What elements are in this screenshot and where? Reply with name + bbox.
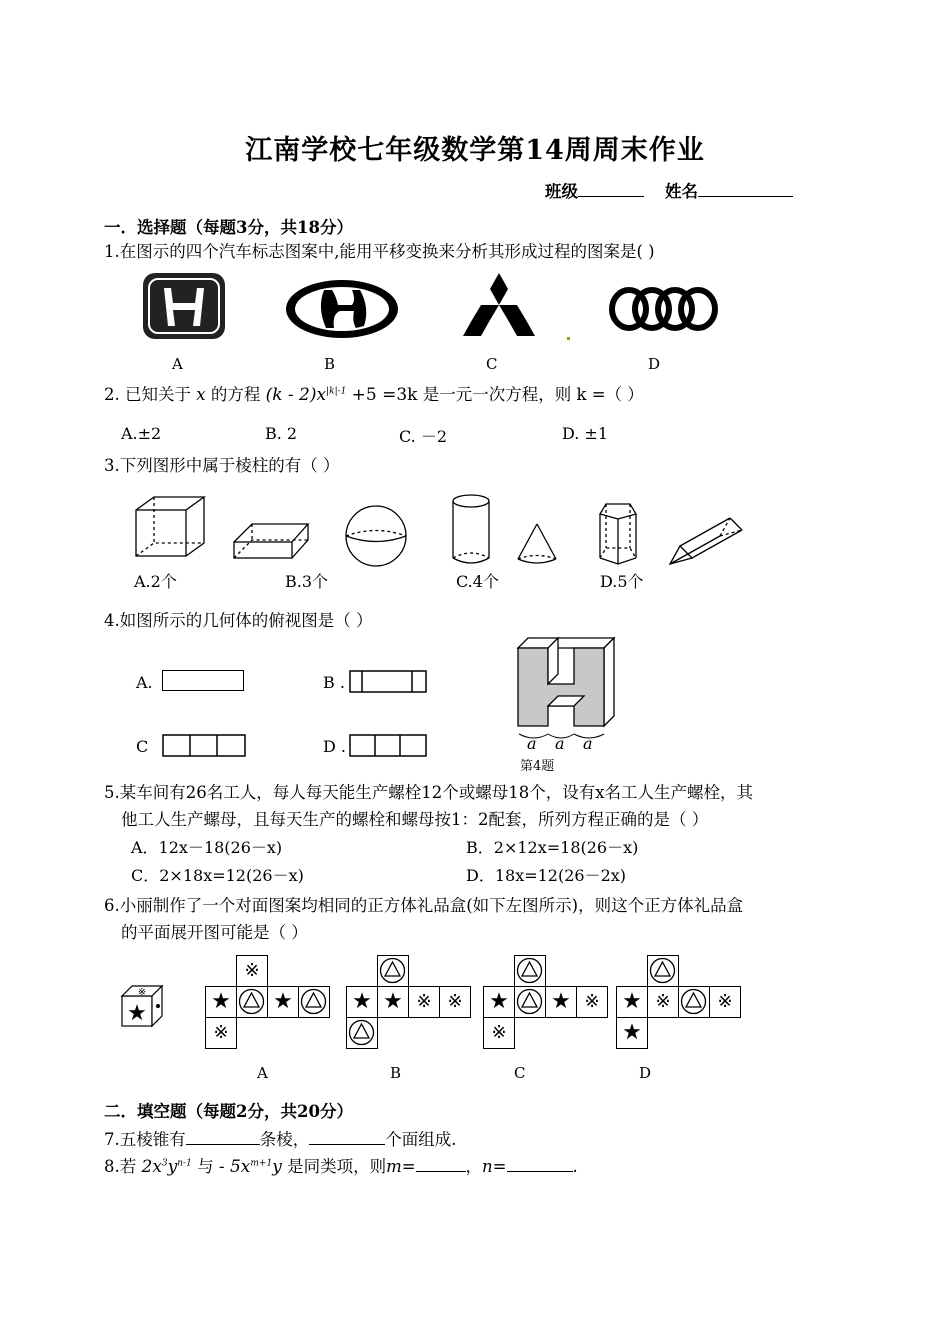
net-3-face-1 (616, 986, 648, 1018)
q6-label-c: C (514, 1064, 526, 1082)
asterisk-icon: ※ (244, 960, 260, 981)
q8-part3: 是同类项，则 (287, 1157, 387, 1176)
q1-label-a: A (172, 355, 183, 373)
stray-dot (567, 337, 570, 340)
q8-n-label: n= (482, 1157, 507, 1176)
pentagonal-prism-icon (592, 500, 642, 570)
flat-box-icon (230, 518, 312, 564)
q3-option-d: D.5个 (600, 572, 644, 591)
q4-fig-label-2: a (555, 734, 565, 753)
sphere-icon (342, 503, 412, 569)
net-1-face-4 (439, 986, 471, 1018)
q2-option-c: C. －2 (399, 427, 448, 446)
circle-triangle-icon (514, 986, 546, 1018)
q5-option-b: B．2×12x=18(26－x) (466, 838, 639, 857)
q8-end: . (572, 1157, 578, 1176)
net-0-face-0 (236, 955, 268, 987)
star-icon: ★ (352, 989, 372, 1014)
logo-hyundai-icon (284, 278, 400, 342)
net-2-face-3 (545, 986, 577, 1018)
section1-heading: 一．选择题（每题3分，共18分） (104, 218, 353, 237)
q4-option-a: A. (136, 673, 153, 692)
q2-text (104, 381, 644, 405)
name-field (665, 178, 793, 202)
q6-label-a: A (257, 1064, 268, 1082)
cylinder-icon (446, 492, 496, 568)
net-1-face-2 (377, 986, 409, 1018)
star-icon: ★ (211, 989, 231, 1014)
q2-option-a: A.±2 (121, 424, 162, 443)
q4-option-c: C (136, 737, 149, 756)
q6-line2: 的平面展开图可能是（ ） (121, 923, 308, 942)
q7-part2: 条棱， (259, 1130, 310, 1149)
circle-triangle-icon (647, 955, 679, 987)
class-field (545, 178, 644, 202)
asterisk-icon: ※ (213, 1022, 229, 1043)
logo-honda-icon (140, 270, 230, 342)
q4-text: 4.如图所示的几何体的俯视图是（ ） (104, 611, 373, 630)
name-blank[interactable] (698, 196, 793, 197)
q8-exp1: 3 (161, 1158, 168, 1169)
q7-blank-edges[interactable] (186, 1144, 260, 1145)
q7-part3: 个面组成. (385, 1130, 457, 1149)
class-label: 班级 (545, 182, 578, 201)
cube-icon (130, 494, 210, 560)
q7-part1: 7.五棱锥有 (104, 1130, 186, 1149)
name-label: 姓名 (665, 182, 698, 201)
triangular-prism-icon (666, 512, 748, 572)
q8-exp1b: n-1 (177, 1158, 192, 1169)
star-icon: ★ (383, 989, 403, 1014)
asterisk-icon: ※ (416, 991, 432, 1012)
circle-triangle-icon (514, 955, 546, 987)
star-icon: ★ (489, 989, 509, 1014)
net-3-face-4 (709, 986, 741, 1018)
q8-term1: 2x (141, 1157, 162, 1177)
circle-triangle-icon (236, 986, 268, 1018)
q1-text: 1.在图示的四个汽车标志图案中,能用平移变换来分析其形成过程的图案是( ) (104, 242, 655, 261)
q1-label-d: D (648, 355, 661, 373)
q8-m-label: m= (386, 1157, 416, 1176)
q8-exp2: m+1 (250, 1158, 273, 1169)
q4-option-b-figure (349, 670, 427, 693)
q6-line1: 6.小丽制作了一个对面图案均相同的正方体礼品盒(如下左图所示)，则这个正方体礼品盒 (104, 896, 744, 915)
asterisk-icon: ※ (655, 991, 671, 1012)
q8-blank-m[interactable] (416, 1171, 466, 1172)
logo-mitsubishi-icon (458, 270, 540, 342)
q5-option-d: D．18x=12(26－2x) (466, 866, 627, 885)
q5-line1: 5.某车间有26名工人，每人每天能生产螺栓12个或螺母18个，设有x名工人生产螺栓，其 (104, 783, 754, 802)
net-0-face-1 (205, 986, 237, 1018)
cone-icon (514, 521, 560, 567)
q8-term2: - 5x (218, 1157, 251, 1177)
q8-part2: 与 (197, 1157, 214, 1176)
page-title: 江南学校七年级数学第14周周末作业 (245, 135, 705, 166)
svg-text:★: ★ (127, 1001, 147, 1026)
q2-option-b: B. 2 (265, 424, 298, 443)
gift-box-cube-icon (118, 982, 168, 1028)
circle-triangle-icon (377, 955, 409, 987)
q5-line2: 他工人生产螺母，且每天生产的螺栓和螺母按1：2配套，所列方程正确的是（ ） (121, 810, 709, 829)
q4-option-c-figure (162, 734, 246, 757)
q4-fig-label-3: a (583, 734, 593, 753)
q3-option-c: C.4个 (456, 572, 499, 591)
section2-heading: 二．填空题（每题2分，共20分） (104, 1102, 353, 1121)
q2-prefix: 2. 已知关于 (104, 385, 191, 404)
circle-triangle-icon (678, 986, 710, 1018)
q5-option-c: C．2×18x=12(26－x) (131, 866, 304, 885)
q3-option-a: A.2个 (134, 572, 177, 591)
circle-triangle-icon (298, 986, 330, 1018)
net-3-face-2 (647, 986, 679, 1018)
q2-eq-left: (k - 2)x (265, 385, 327, 405)
net-0-face-5 (205, 1017, 237, 1049)
q5-option-a: A．12x－18(26－x) (131, 838, 283, 857)
q7-text (104, 1126, 457, 1150)
q2-eq-right: +5 =3k (351, 385, 418, 405)
net-2-face-4 (576, 986, 608, 1018)
net-0-face-3 (267, 986, 299, 1018)
star-icon: ★ (622, 1020, 642, 1045)
q3-option-b: B.3个 (285, 572, 329, 591)
q4-option-d-figure (349, 734, 427, 757)
q7-blank-faces[interactable] (309, 1144, 385, 1145)
q8-part1: 8.若 (104, 1157, 137, 1176)
q4-option-b: B . (323, 673, 345, 692)
q2-suffix: 是一元一次方程，则 (422, 385, 572, 404)
asterisk-icon: ※ (584, 991, 600, 1012)
q1-label-b: B (324, 355, 336, 373)
q4-fig-caption: 第4题 (520, 759, 555, 774)
q8-sep: ， (465, 1157, 483, 1176)
q3-text: 3.下列图形中属于棱柱的有（ ） (104, 456, 340, 475)
net-3-face-5 (616, 1017, 648, 1049)
q6-label-b: B (390, 1064, 402, 1082)
q4-fig-label-1: a (527, 734, 537, 753)
asterisk-icon: ※ (717, 991, 733, 1012)
q8-blank-n[interactable] (507, 1171, 573, 1172)
q8-y2: y (272, 1157, 282, 1177)
net-2-face-1 (483, 986, 515, 1018)
asterisk-icon: ※ (491, 1022, 507, 1043)
star-icon: ★ (622, 989, 642, 1014)
star-icon: ★ (273, 989, 293, 1014)
q8-y1: y (167, 1157, 178, 1177)
svg-text:※: ※ (137, 987, 147, 998)
q4-option-d: D . (323, 737, 346, 756)
logo-audi-icon (607, 284, 721, 334)
q2-var-x: x (196, 385, 206, 404)
net-2-face-5 (483, 1017, 515, 1049)
q2-answer: k =（ ） (576, 385, 644, 404)
star-icon: ★ (551, 989, 571, 1014)
q1-label-c: C (486, 355, 498, 373)
asterisk-icon: ※ (447, 991, 463, 1012)
q2-option-d: D. ±1 (562, 424, 609, 443)
q6-label-d: D (639, 1064, 652, 1082)
net-1-face-1 (346, 986, 378, 1018)
q8-text (104, 1153, 578, 1177)
q2-mid: 的方程 (210, 385, 261, 404)
class-blank[interactable] (578, 196, 644, 197)
q2-exp: |k|-1 (326, 386, 347, 397)
net-1-face-3 (408, 986, 440, 1018)
circle-triangle-icon (346, 1017, 378, 1049)
q4-option-a-figure (162, 670, 244, 691)
